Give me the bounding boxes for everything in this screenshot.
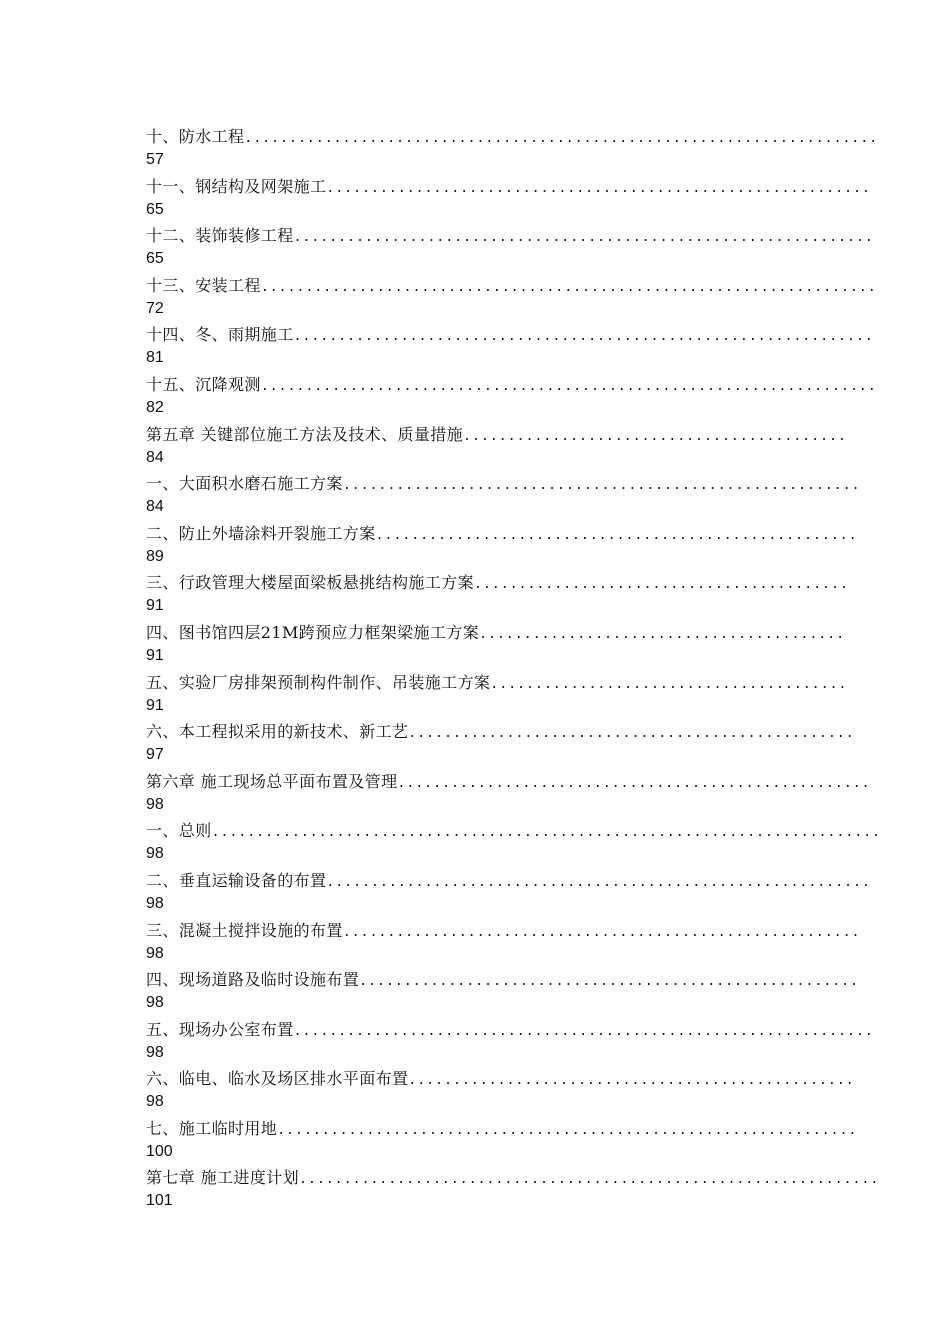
toc-leader-dots: ........................................... — [463, 428, 847, 444]
toc-entry[interactable] — [146, 1017, 874, 1067]
toc-entry-page-number: 97 — [146, 746, 164, 764]
toc-entry-line — [146, 471, 861, 497]
toc-entry-title: 七、施工临时用地 — [146, 1118, 278, 1138]
toc-entry-title: 二、防止外墙涂料开裂施工方案 — [146, 523, 376, 543]
toc-entry-title: 十四、冬、雨期施工 — [146, 325, 294, 345]
toc-entry[interactable] — [146, 1066, 855, 1116]
toc-leader-dots: ......................................... — [479, 626, 846, 642]
toc-entry-title: 十一、钢结构及网架施工 — [146, 176, 327, 196]
toc-leader-dots: ............................................................. — [326, 874, 871, 890]
toc-entry-page-number: 89 — [146, 547, 164, 565]
toc-leader-dots: .................................................. — [408, 1073, 855, 1089]
toc-entry-line — [146, 1066, 855, 1092]
toc-entry-page-number: 57 — [146, 151, 164, 168]
toc-entry[interactable] — [146, 372, 877, 422]
toc-leader-dots: ................................................................. — [277, 1122, 858, 1138]
toc-leader-dots: ............................................................. — [326, 180, 871, 196]
toc-entry-page-number: 98 — [146, 795, 164, 813]
toc-entry-title: 二、垂直运输设备的布置 — [146, 870, 327, 890]
toc-entry-page-number: 101 — [146, 1192, 173, 1210]
toc-entry-page-number: 91 — [146, 597, 164, 615]
toc-entry[interactable] — [146, 570, 849, 620]
toc-entry-line — [146, 273, 877, 299]
toc-entry[interactable] — [146, 967, 860, 1017]
toc-leader-dots: ..................................................................... — [260, 378, 877, 394]
toc-entry-title: 十三、安装工程 — [146, 275, 261, 295]
toc-entry-page-number: 65 — [146, 200, 164, 218]
toc-entry[interactable] — [146, 471, 861, 521]
toc-entry-page-number: 91 — [146, 696, 164, 714]
toc-entry-title: 十二、装饰装修工程 — [146, 226, 294, 246]
toc-entry-title: 一、大面积水磨石施工方案 — [146, 474, 343, 494]
toc-leader-dots: ........................................................................... — [211, 825, 882, 841]
toc-entry[interactable] — [146, 521, 858, 571]
toc-entry-line — [146, 818, 882, 844]
toc-entry[interactable] — [146, 719, 855, 769]
toc-entry-line — [146, 1165, 880, 1191]
toc-entry-page-number: 98 — [146, 1093, 164, 1111]
toc-entry-line — [146, 1116, 858, 1142]
toc-entry-line — [146, 769, 871, 795]
toc-entry-title: 四、图书馆四层21M跨预应力框架梁施工方案 — [146, 622, 480, 642]
toc-leader-dots: ...................................................... — [375, 527, 858, 543]
toc-entry-title: 十五、沉降观测 — [146, 374, 261, 394]
toc-entry[interactable] — [146, 223, 874, 273]
toc-entry-title: 十、防水工程 — [146, 127, 245, 146]
toc-entry-title: 第七章 施工进度计划 — [146, 1168, 300, 1188]
toc-entry-title: 六、本工程拟采用的新技术、新工艺 — [146, 722, 409, 742]
toc-entry[interactable] — [146, 818, 882, 868]
toc-leader-dots: ........................................ — [490, 676, 848, 692]
table-of-contents — [146, 124, 882, 1215]
toc-entry-line — [146, 1017, 874, 1043]
toc-entry-title: 六、临电、临水及场区排水平面布置 — [146, 1069, 409, 1089]
toc-leader-dots: .......................................................... — [342, 478, 861, 494]
toc-entry-page-number: 98 — [146, 845, 164, 863]
toc-leader-dots: ..................................................... — [397, 775, 871, 791]
toc-entry-line — [146, 918, 861, 944]
toc-entry-title: 三、混凝土搅拌设施的布置 — [146, 920, 343, 940]
toc-entry-page-number: 81 — [146, 349, 164, 367]
toc-entry-line — [146, 174, 871, 200]
toc-entry-line — [146, 521, 858, 547]
toc-entry[interactable] — [146, 1165, 880, 1215]
toc-entry-page-number: 98 — [146, 894, 164, 912]
toc-entry-page-number: 98 — [146, 994, 164, 1012]
toc-entry-title: 五、现场办公室布置 — [146, 1019, 294, 1039]
toc-leader-dots: ........................................................ — [359, 974, 860, 990]
toc-entry[interactable] — [146, 174, 871, 224]
toc-entry[interactable] — [146, 620, 846, 670]
toc-entry-title: 三、行政管理大楼屋面梁板悬挑结构施工方案 — [146, 573, 475, 593]
toc-entry-page-number: 84 — [146, 448, 164, 466]
toc-entry-line — [146, 719, 855, 745]
toc-entry-line — [146, 570, 849, 596]
toc-leader-dots: ..................................................................... — [260, 279, 877, 295]
toc-entry[interactable] — [146, 1116, 858, 1166]
toc-entry-line — [146, 620, 846, 646]
toc-leader-dots: ....................................................................... — [244, 131, 879, 146]
toc-entry-line — [146, 124, 879, 150]
toc-leader-dots: ................................................................. — [293, 230, 874, 246]
toc-entry[interactable] — [146, 868, 871, 918]
toc-entry-page-number: 100 — [146, 1142, 173, 1160]
toc-entry-page-number: 98 — [146, 944, 164, 962]
toc-entry-page-number: 65 — [146, 250, 164, 268]
toc-leader-dots: .......................................... — [474, 577, 849, 593]
toc-entry-line — [146, 422, 847, 448]
toc-entry-title: 四、现场道路及临时设施布置 — [146, 970, 360, 990]
toc-entry[interactable] — [146, 124, 879, 174]
toc-entry[interactable] — [146, 769, 871, 819]
toc-entry-title: 第六章 施工现场总平面布置及管理 — [146, 771, 398, 791]
toc-leader-dots: ................................................................. — [293, 329, 874, 345]
toc-entry[interactable] — [146, 918, 861, 968]
toc-entry-page-number: 98 — [146, 1043, 164, 1061]
toc-entry[interactable] — [146, 670, 848, 720]
toc-entry-line — [146, 372, 877, 398]
toc-leader-dots: ................................................................. — [293, 1023, 874, 1039]
toc-entry-line — [146, 868, 871, 894]
toc-entry-line — [146, 670, 848, 696]
toc-entry[interactable] — [146, 322, 874, 372]
toc-entry-page-number: 72 — [146, 299, 164, 317]
toc-entry-page-number: 84 — [146, 498, 164, 516]
toc-entry-page-number: 82 — [146, 398, 164, 416]
toc-entry-title: 一、总则 — [146, 821, 212, 841]
toc-entry-line — [146, 223, 874, 249]
toc-entry-title: 第五章 关键部位施工方法及技术、质量措施 — [146, 424, 464, 444]
toc-leader-dots: .......................................................... — [342, 924, 861, 940]
toc-entry[interactable] — [146, 273, 877, 323]
toc-entry[interactable] — [146, 422, 847, 472]
toc-entry-page-number: 91 — [146, 646, 164, 664]
toc-entry-line — [146, 967, 860, 993]
toc-entry-title: 五、实验厂房排架预制构件制作、吊装施工方案 — [146, 672, 491, 692]
toc-entry-line — [146, 322, 874, 348]
toc-leader-dots: ................................................................. — [299, 1172, 880, 1188]
toc-leader-dots: .................................................. — [408, 726, 855, 742]
